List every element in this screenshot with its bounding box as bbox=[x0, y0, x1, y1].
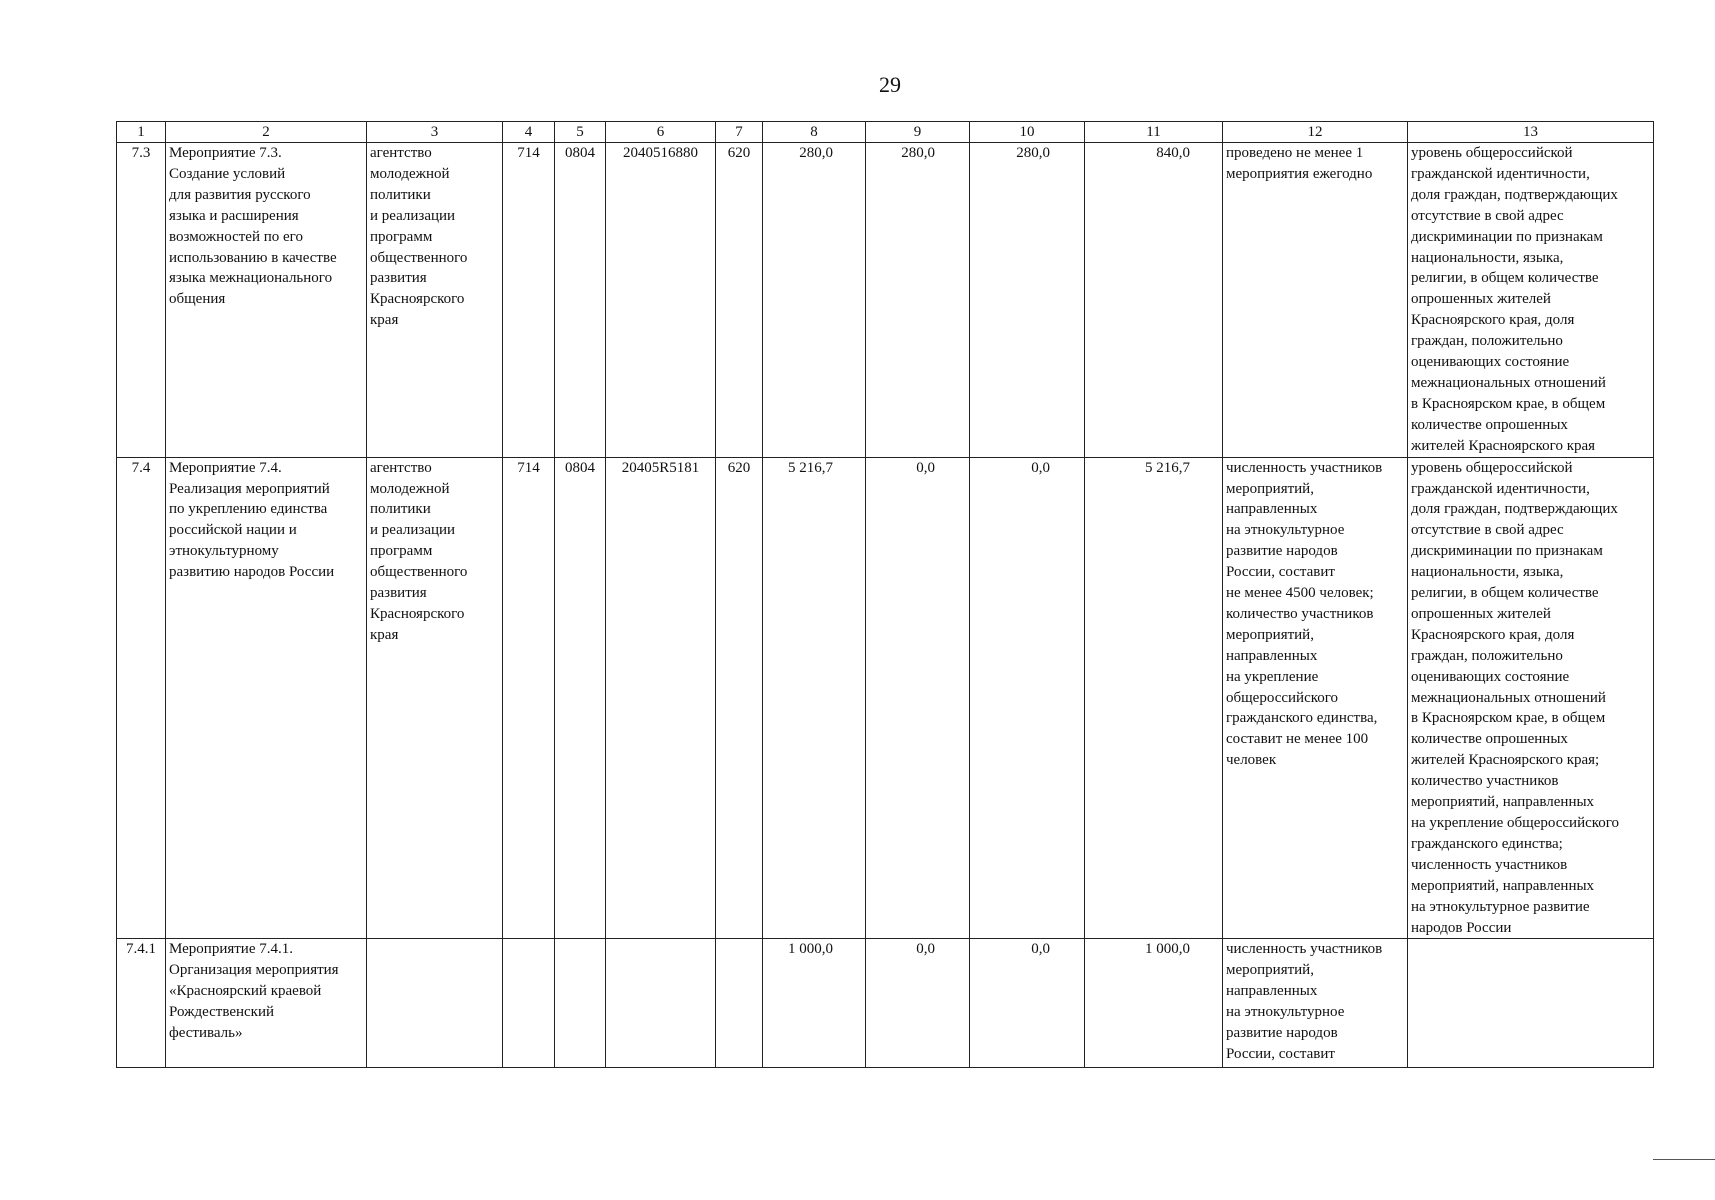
csr-code bbox=[606, 939, 716, 1068]
footer-rule bbox=[1653, 1159, 1715, 1160]
table-row bbox=[117, 457, 1654, 939]
header-cell: 4 bbox=[503, 122, 555, 143]
amount-year-1: 1 000,0 bbox=[763, 939, 866, 1068]
event-name: Мероприятие 7.4.1. Организация мероприятия «Красноярский краевой Рождественский фестиваль» bbox=[166, 939, 367, 1068]
rzpr-code bbox=[555, 939, 606, 1068]
amount-total: 840,0 bbox=[1085, 143, 1223, 458]
header-row bbox=[117, 122, 1654, 143]
amount-year-1: 280,0 bbox=[763, 143, 866, 458]
vr-code: 620 bbox=[716, 457, 763, 939]
header-cell: 10 bbox=[970, 122, 1085, 143]
header-cell: 11 bbox=[1085, 122, 1223, 143]
agency-name: агентство молодежной политики и реализации программ общественного развития Красноярского края bbox=[367, 143, 503, 458]
agency-name bbox=[367, 939, 503, 1068]
amount-year-3: 0,0 bbox=[970, 939, 1085, 1068]
target-indicator bbox=[1408, 939, 1654, 1068]
page-number: 29 bbox=[879, 72, 901, 97]
amount-year-2: 280,0 bbox=[866, 143, 970, 458]
header-cell: 7 bbox=[716, 122, 763, 143]
row-number: 7.4.1 bbox=[117, 939, 166, 1068]
event-name: Мероприятие 7.3. Создание условий для развития русского языка и расширения возможностей по его использованию в качестве языка межнационального общения bbox=[166, 143, 367, 458]
header-cell: 8 bbox=[763, 122, 866, 143]
vr-code bbox=[716, 939, 763, 1068]
program-table bbox=[116, 121, 1654, 1068]
event-name: Мероприятие 7.4. Реализация мероприятий по укреплению единства российской нации и этнокультурному развитию народов России bbox=[166, 457, 367, 939]
table-row bbox=[117, 143, 1654, 458]
header-cell: 1 bbox=[117, 122, 166, 143]
header-cell: 13 bbox=[1408, 122, 1654, 143]
rzpr-code: 0804 bbox=[555, 143, 606, 458]
header-cell: 2 bbox=[166, 122, 367, 143]
header-cell: 5 bbox=[555, 122, 606, 143]
expected-result: численность участников мероприятий, направленных на этнокультурное развитие народов России, составит bbox=[1223, 939, 1408, 1068]
row-number: 7.3 bbox=[117, 143, 166, 458]
grbs-code: 714 bbox=[503, 143, 555, 458]
grbs-code: 714 bbox=[503, 457, 555, 939]
row-number: 7.4 bbox=[117, 457, 166, 939]
header-cell: 12 bbox=[1223, 122, 1408, 143]
header-cell: 3 bbox=[367, 122, 503, 143]
amount-year-2: 0,0 bbox=[866, 939, 970, 1068]
expected-result: численность участников мероприятий, направленных на этнокультурное развитие народов России, составит не менее 4500 человек; количество участников мероприятий, направленных на укрепление общероссийского гражданского единства, составит не менее 100 человек bbox=[1223, 457, 1408, 939]
grbs-code bbox=[503, 939, 555, 1068]
table-row bbox=[117, 939, 1654, 1068]
header-cell: 6 bbox=[606, 122, 716, 143]
amount-total: 1 000,0 bbox=[1085, 939, 1223, 1068]
target-indicator: уровень общероссийской гражданской идентичности, доля граждан, подтверждающих отсутствие в свой адрес дискриминации по признакам национальности, языка, религии, в общем количестве опрошенных жителей Красноярского края, доля граждан, положительно оценивающих состояние межнациональных отношений в Красноярском крае, в общем количестве опрошенных жителей Красноярского края bbox=[1408, 143, 1654, 458]
header-cell: 9 bbox=[866, 122, 970, 143]
target-indicator: уровень общероссийской гражданской идентичности, доля граждан, подтверждающих отсутствие в свой адрес дискриминации по признакам национальности, языка, религии, в общем количестве опрошенных жителей Красноярского края, доля граждан, положительно оценивающих состояние межнациональных отношений в Красноярском крае, в общем количестве опрошенных жителей Красноярского края; количество участников мероприятий, направленных на укрепление общероссийского гражданского единства; численность участников мероприятий, направленных на этнокультурное развитие народов России bbox=[1408, 457, 1654, 939]
vr-code: 620 bbox=[716, 143, 763, 458]
csr-code: 2040516880 bbox=[606, 143, 716, 458]
expected-result: проведено не менее 1 мероприятия ежегодно bbox=[1223, 143, 1408, 458]
agency-name: агентство молодежной политики и реализации программ общественного развития Красноярского края bbox=[367, 457, 503, 939]
amount-year-3: 0,0 bbox=[970, 457, 1085, 939]
amount-year-1: 5 216,7 bbox=[763, 457, 866, 939]
amount-year-3: 280,0 bbox=[970, 143, 1085, 458]
amount-year-2: 0,0 bbox=[866, 457, 970, 939]
rzpr-code: 0804 bbox=[555, 457, 606, 939]
amount-total: 5 216,7 bbox=[1085, 457, 1223, 939]
csr-code: 20405R5181 bbox=[606, 457, 716, 939]
